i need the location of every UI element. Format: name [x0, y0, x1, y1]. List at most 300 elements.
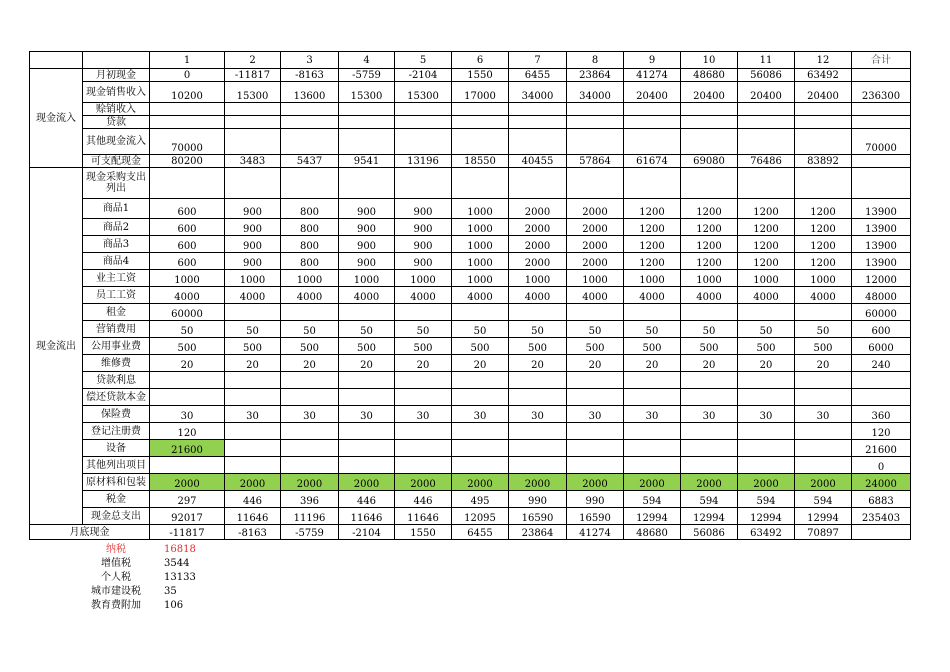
value-cell: 900	[395, 219, 452, 236]
value-cell	[150, 103, 225, 116]
value-cell: 1000	[225, 270, 281, 287]
value-cell	[567, 423, 624, 440]
value-cell: 15300	[395, 82, 452, 103]
value-cell: 20	[624, 355, 681, 372]
value-cell	[225, 129, 281, 155]
value-cell: 1550	[452, 69, 509, 82]
value-cell	[225, 457, 281, 474]
value-cell: 6455	[509, 69, 567, 82]
value-cell: 20400	[738, 82, 795, 103]
value-cell	[567, 116, 624, 129]
value-cell: 1000	[150, 270, 225, 287]
value-cell: 446	[225, 491, 281, 508]
month-header: 4	[339, 52, 395, 69]
value-cell: 500	[339, 338, 395, 355]
tax-label: 城市建设税	[91, 586, 141, 597]
value-cell: 11646	[339, 508, 395, 525]
value-cell	[225, 389, 281, 406]
value-cell: 40455	[509, 155, 567, 168]
row-total	[852, 103, 911, 116]
value-cell: 30	[567, 406, 624, 423]
month-header: 11	[738, 52, 795, 69]
value-cell	[395, 372, 452, 389]
row-total: 13900	[852, 236, 911, 253]
row-label: 公用事业费	[83, 338, 150, 355]
value-cell: 800	[281, 219, 339, 236]
value-cell: 4000	[395, 287, 452, 304]
row-label: 其他现金流入	[83, 129, 150, 155]
value-cell	[452, 116, 509, 129]
outflow-row	[30, 440, 911, 457]
value-cell	[395, 440, 452, 457]
value-cell	[738, 103, 795, 116]
value-cell: 50	[795, 321, 852, 338]
header-row	[30, 52, 911, 69]
value-cell: 20	[225, 355, 281, 372]
value-cell: 56086	[738, 69, 795, 82]
value-cell	[567, 440, 624, 457]
row-total	[852, 69, 911, 82]
value-cell	[281, 372, 339, 389]
value-cell: 2000	[681, 474, 738, 491]
row-total: 600	[852, 321, 911, 338]
value-cell: 30	[225, 406, 281, 423]
value-cell	[339, 423, 395, 440]
value-cell	[150, 168, 225, 199]
value-cell	[452, 304, 509, 321]
inflow-row	[30, 82, 911, 103]
value-cell: 50	[395, 321, 452, 338]
value-cell	[225, 440, 281, 457]
value-cell	[281, 457, 339, 474]
value-cell: 500	[738, 338, 795, 355]
row-label: 登记注册费	[83, 423, 150, 440]
value-cell	[339, 389, 395, 406]
row-total: 21600	[852, 440, 911, 457]
value-cell: 495	[452, 491, 509, 508]
month-header: 10	[681, 52, 738, 69]
value-cell: 30	[281, 406, 339, 423]
value-cell	[681, 423, 738, 440]
value-cell: 48680	[681, 69, 738, 82]
value-cell: 4000	[681, 287, 738, 304]
value-cell	[738, 457, 795, 474]
row-total: 6883	[852, 491, 911, 508]
row-label: 现金采购支出列出	[83, 168, 150, 199]
value-cell: 2000	[795, 474, 852, 491]
value-cell: 1000	[681, 270, 738, 287]
value-cell: 4000	[452, 287, 509, 304]
value-cell: 5437	[281, 155, 339, 168]
value-cell: 20	[567, 355, 624, 372]
value-cell: 1000	[567, 270, 624, 287]
value-cell: 2000	[509, 253, 567, 270]
value-cell: 1200	[624, 199, 681, 219]
tax-value: 3544	[164, 558, 190, 569]
value-cell	[795, 168, 852, 199]
value-cell	[281, 389, 339, 406]
value-cell	[795, 304, 852, 321]
value-cell	[509, 103, 567, 116]
value-cell: 500	[624, 338, 681, 355]
value-cell	[452, 168, 509, 199]
cash-flow-table	[29, 51, 911, 540]
value-cell: -11817	[150, 525, 225, 540]
outflow-row	[30, 253, 911, 270]
value-cell	[339, 129, 395, 155]
value-cell: 1000	[452, 253, 509, 270]
row-label: 设备	[83, 440, 150, 457]
value-cell	[624, 103, 681, 116]
value-cell: 3483	[225, 155, 281, 168]
row-total: 24000	[852, 474, 911, 491]
value-cell: 50	[281, 321, 339, 338]
value-cell	[339, 168, 395, 199]
end-cash-row	[30, 525, 911, 540]
value-cell: 4000	[281, 287, 339, 304]
value-cell	[395, 457, 452, 474]
tax-label: 增值税	[101, 558, 131, 569]
value-cell: 120	[150, 423, 225, 440]
value-cell: 15300	[339, 82, 395, 103]
value-cell	[339, 116, 395, 129]
value-cell: 50	[150, 321, 225, 338]
row-total	[852, 155, 911, 168]
value-cell: 1000	[738, 270, 795, 287]
value-cell: 70000	[150, 129, 225, 155]
value-cell	[795, 440, 852, 457]
tax-label: 纳税	[106, 544, 126, 555]
value-cell: 30	[150, 406, 225, 423]
value-cell: 594	[795, 491, 852, 508]
value-cell: 20	[681, 355, 738, 372]
value-cell	[509, 116, 567, 129]
value-cell	[738, 372, 795, 389]
value-cell	[225, 116, 281, 129]
value-cell: 6455	[452, 525, 509, 540]
month-header: 1	[150, 52, 225, 69]
value-cell: 1000	[795, 270, 852, 287]
value-cell	[795, 129, 852, 155]
value-cell	[452, 423, 509, 440]
value-cell	[624, 372, 681, 389]
value-cell	[738, 423, 795, 440]
inflow-row	[30, 129, 911, 155]
value-cell: 23864	[567, 69, 624, 82]
value-cell: 500	[281, 338, 339, 355]
value-cell: 1000	[339, 270, 395, 287]
value-cell: 900	[395, 236, 452, 253]
row-total: 235403	[852, 508, 911, 525]
value-cell	[395, 423, 452, 440]
value-cell: 18550	[452, 155, 509, 168]
month-header: 8	[567, 52, 624, 69]
value-cell: 900	[339, 236, 395, 253]
value-cell	[681, 457, 738, 474]
value-cell	[150, 116, 225, 129]
value-cell	[624, 116, 681, 129]
outflow-row	[30, 474, 911, 491]
value-cell: 900	[339, 199, 395, 219]
value-cell	[509, 440, 567, 457]
outflow-row	[30, 457, 911, 474]
value-cell	[738, 389, 795, 406]
value-cell: 30	[795, 406, 852, 423]
value-cell	[681, 389, 738, 406]
value-cell: 1200	[738, 236, 795, 253]
value-cell: 70897	[795, 525, 852, 540]
value-cell: 1200	[624, 236, 681, 253]
value-cell: 900	[339, 253, 395, 270]
value-cell: 4000	[509, 287, 567, 304]
value-cell: 900	[339, 219, 395, 236]
value-cell: 48680	[624, 525, 681, 540]
value-cell: 50	[624, 321, 681, 338]
row-label: 其他列出项目	[83, 457, 150, 474]
value-cell: 1550	[395, 525, 452, 540]
value-cell	[509, 129, 567, 155]
value-cell: 80200	[150, 155, 225, 168]
value-cell	[452, 457, 509, 474]
value-cell: 20400	[624, 82, 681, 103]
value-cell: 297	[150, 491, 225, 508]
value-cell: 12994	[624, 508, 681, 525]
section-label-outflow: 现金流出	[30, 168, 83, 525]
row-total: 13900	[852, 199, 911, 219]
value-cell: 500	[150, 338, 225, 355]
value-cell: 92017	[150, 508, 225, 525]
row-label: 营销费用	[83, 321, 150, 338]
value-cell: 50	[225, 321, 281, 338]
outflow-row	[30, 508, 911, 525]
value-cell	[281, 129, 339, 155]
value-cell: 1200	[624, 253, 681, 270]
value-cell: 41274	[567, 525, 624, 540]
month-header: 7	[509, 52, 567, 69]
value-cell	[395, 168, 452, 199]
row-total: 12000	[852, 270, 911, 287]
value-cell: 600	[150, 236, 225, 253]
value-cell	[738, 129, 795, 155]
value-cell	[339, 304, 395, 321]
outflow-row	[30, 406, 911, 423]
tax-label: 个人税	[101, 572, 131, 583]
value-cell	[281, 103, 339, 116]
value-cell: 1200	[795, 219, 852, 236]
value-cell	[225, 103, 281, 116]
row-label: 商品4	[83, 253, 150, 270]
value-cell: -5759	[339, 69, 395, 82]
value-cell	[681, 168, 738, 199]
value-cell: 30	[395, 406, 452, 423]
value-cell: 50	[567, 321, 624, 338]
value-cell: 0	[150, 69, 225, 82]
value-cell	[567, 304, 624, 321]
section-label-inflow: 现金流入	[30, 69, 83, 168]
value-cell: 11196	[281, 508, 339, 525]
value-cell: 41274	[624, 69, 681, 82]
value-cell: 500	[509, 338, 567, 355]
outflow-row	[30, 389, 911, 406]
row-total	[852, 525, 911, 540]
value-cell: 2000	[567, 219, 624, 236]
value-cell: 1200	[681, 253, 738, 270]
row-total: 236300	[852, 82, 911, 103]
value-cell	[395, 304, 452, 321]
value-cell	[395, 103, 452, 116]
value-cell	[225, 423, 281, 440]
value-cell	[452, 440, 509, 457]
outflow-row	[30, 304, 911, 321]
outflow-row	[30, 321, 911, 338]
value-cell	[281, 304, 339, 321]
value-cell: 1200	[681, 199, 738, 219]
value-cell: 2000	[738, 474, 795, 491]
value-cell	[681, 116, 738, 129]
value-cell	[738, 440, 795, 457]
value-cell: 4000	[339, 287, 395, 304]
value-cell: 500	[452, 338, 509, 355]
row-label: 商品3	[83, 236, 150, 253]
value-cell: 20	[452, 355, 509, 372]
value-cell: 30	[624, 406, 681, 423]
value-cell: 800	[281, 253, 339, 270]
value-cell	[738, 304, 795, 321]
value-cell	[395, 129, 452, 155]
value-cell: 15300	[225, 82, 281, 103]
value-cell: 11646	[395, 508, 452, 525]
row-label: 商品2	[83, 219, 150, 236]
value-cell: 20	[150, 355, 225, 372]
value-cell: 900	[225, 219, 281, 236]
value-cell: 50	[738, 321, 795, 338]
month-header: 9	[624, 52, 681, 69]
value-cell	[624, 440, 681, 457]
value-cell: 4000	[567, 287, 624, 304]
row-label: 维修费	[83, 355, 150, 372]
value-cell: 594	[738, 491, 795, 508]
value-cell	[624, 389, 681, 406]
value-cell: 1200	[795, 236, 852, 253]
value-cell: 12095	[452, 508, 509, 525]
value-cell: 1200	[738, 199, 795, 219]
value-cell: 30	[509, 406, 567, 423]
value-cell	[509, 372, 567, 389]
value-cell: 1200	[795, 253, 852, 270]
value-cell	[567, 389, 624, 406]
value-cell	[509, 304, 567, 321]
value-cell: 50	[509, 321, 567, 338]
tax-label: 教育费附加	[91, 600, 141, 611]
value-cell	[738, 168, 795, 199]
value-cell: 9541	[339, 155, 395, 168]
value-cell: 2000	[509, 199, 567, 219]
inflow-row	[30, 103, 911, 116]
value-cell: 1000	[452, 270, 509, 287]
row-total: 70000	[852, 129, 911, 155]
value-cell: 600	[150, 199, 225, 219]
row-label: 业主工资	[83, 270, 150, 287]
value-cell: 990	[509, 491, 567, 508]
row-label: 保险费	[83, 406, 150, 423]
value-cell: 2000	[452, 474, 509, 491]
row-label: 月底现金	[30, 525, 150, 540]
value-cell	[225, 372, 281, 389]
row-label: 税金	[83, 491, 150, 508]
value-cell: 13196	[395, 155, 452, 168]
value-cell: -5759	[281, 525, 339, 540]
value-cell	[681, 103, 738, 116]
value-cell: 900	[225, 253, 281, 270]
outflow-row	[30, 491, 911, 508]
value-cell	[150, 457, 225, 474]
value-cell: 2000	[567, 199, 624, 219]
value-cell	[452, 103, 509, 116]
value-cell: 2000	[567, 253, 624, 270]
value-cell	[281, 116, 339, 129]
value-cell: 2000	[281, 474, 339, 491]
value-cell: -2104	[339, 525, 395, 540]
value-cell: 990	[567, 491, 624, 508]
value-cell	[509, 168, 567, 199]
value-cell	[225, 304, 281, 321]
value-cell: 20	[738, 355, 795, 372]
value-cell: 50	[452, 321, 509, 338]
value-cell: 20	[281, 355, 339, 372]
value-cell: 500	[795, 338, 852, 355]
value-cell: 2000	[150, 474, 225, 491]
month-header: 6	[452, 52, 509, 69]
value-cell: 900	[395, 199, 452, 219]
row-label: 贷款	[83, 116, 150, 129]
row-label: 赊销收入	[83, 103, 150, 116]
row-total: 48000	[852, 287, 911, 304]
value-cell	[795, 116, 852, 129]
value-cell	[795, 389, 852, 406]
value-cell	[681, 129, 738, 155]
value-cell: 20	[339, 355, 395, 372]
cash-flow-spreadsheet	[29, 51, 911, 540]
value-cell: 594	[624, 491, 681, 508]
value-cell: 20	[795, 355, 852, 372]
value-cell	[452, 129, 509, 155]
value-cell: 30	[738, 406, 795, 423]
outflow-row	[30, 287, 911, 304]
value-cell	[452, 389, 509, 406]
row-label: 现金总支出	[83, 508, 150, 525]
outflow-row	[30, 355, 911, 372]
value-cell: 900	[225, 199, 281, 219]
value-cell	[281, 440, 339, 457]
value-cell: 2000	[509, 236, 567, 253]
value-cell	[339, 103, 395, 116]
value-cell	[795, 372, 852, 389]
value-cell: 23864	[509, 525, 567, 540]
tax-value: 35	[164, 586, 177, 597]
row-label: 现金销售收入	[83, 82, 150, 103]
row-label: 商品1	[83, 199, 150, 219]
outflow-row	[30, 219, 911, 236]
value-cell: 12994	[738, 508, 795, 525]
value-cell	[738, 116, 795, 129]
outflow-row	[30, 199, 911, 219]
value-cell	[509, 457, 567, 474]
value-cell: -2104	[395, 69, 452, 82]
row-total	[852, 372, 911, 389]
value-cell: 1200	[738, 219, 795, 236]
row-total: 0	[852, 457, 911, 474]
value-cell	[395, 389, 452, 406]
